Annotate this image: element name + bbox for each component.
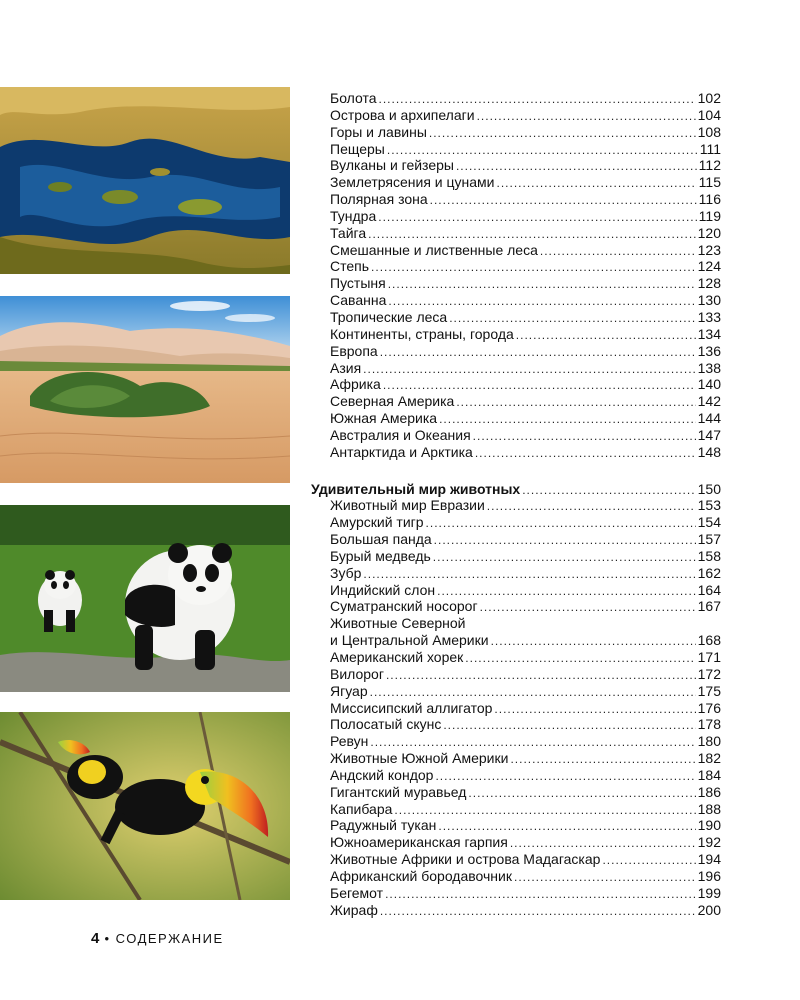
toc-entry[interactable] bbox=[311, 683, 721, 700]
toc-leader-dots bbox=[371, 259, 696, 276]
toc-entry-title: Вулканы и гейзеры bbox=[330, 157, 454, 174]
toc-leader-dots bbox=[383, 377, 696, 394]
toc-entry-title: Саванна bbox=[330, 292, 387, 309]
table-of-contents bbox=[311, 90, 721, 919]
toc-entry[interactable] bbox=[311, 666, 721, 683]
toc-leader-dots bbox=[496, 175, 696, 192]
toc-leader-dots bbox=[433, 549, 696, 566]
toc-leader-dots bbox=[468, 785, 695, 802]
toc-leader-dots bbox=[430, 192, 697, 209]
toc-leader-dots bbox=[426, 515, 696, 532]
toc-entry[interactable] bbox=[311, 750, 721, 767]
toc-entry[interactable] bbox=[311, 700, 721, 717]
toc-entry[interactable] bbox=[311, 90, 721, 107]
toc-entry[interactable] bbox=[311, 649, 721, 666]
toc-entry-title: Степь bbox=[330, 258, 370, 275]
toc-entry[interactable] bbox=[311, 784, 721, 801]
toc-entry[interactable] bbox=[311, 902, 721, 919]
toc-page-number: 186 bbox=[697, 783, 721, 800]
toc-entry[interactable] bbox=[311, 343, 721, 360]
toc-leader-dots bbox=[510, 835, 696, 852]
toc-entry[interactable] bbox=[311, 548, 721, 565]
toc-entry-title: Андский кондор bbox=[330, 766, 434, 783]
photo-toucans bbox=[0, 712, 290, 900]
toc-entry[interactable] bbox=[311, 427, 721, 444]
toc-entry[interactable] bbox=[311, 444, 721, 461]
toc-leader-dots bbox=[394, 802, 695, 819]
toc-entry-title: Австралия и Океания bbox=[330, 426, 471, 443]
toc-page-number: 168 bbox=[697, 632, 721, 649]
toc-entry[interactable] bbox=[311, 225, 721, 242]
toc-entry-title: Пустыня bbox=[330, 275, 386, 292]
toc-entry[interactable] bbox=[311, 157, 721, 174]
toc-entry-title: Бегемот bbox=[330, 884, 384, 901]
toc-entry[interactable] bbox=[311, 309, 721, 326]
toc-entry[interactable] bbox=[311, 242, 721, 259]
toc-leader-dots bbox=[437, 583, 696, 600]
toc-leader-dots bbox=[480, 599, 696, 616]
footer-section-label: СОДЕРЖАНИЕ bbox=[115, 931, 224, 946]
toc-page-number: 140 bbox=[697, 376, 721, 393]
toc-entry[interactable] bbox=[311, 497, 721, 514]
toc-leader-dots bbox=[602, 852, 695, 869]
toc-entry[interactable] bbox=[311, 208, 721, 225]
toc-page-number: 153 bbox=[697, 497, 721, 514]
toc-leader-dots bbox=[386, 667, 696, 684]
toc-page-number: 199 bbox=[697, 884, 721, 901]
toc-entry[interactable] bbox=[311, 834, 721, 851]
toc-entry[interactable] bbox=[311, 885, 721, 902]
toc-entry-title: Пещеры bbox=[330, 140, 385, 157]
toc-entry-title-line2: и Центральной Америки bbox=[330, 632, 489, 649]
toc-entry[interactable] bbox=[311, 258, 721, 275]
photo-desert bbox=[0, 296, 290, 483]
toc-entry[interactable] bbox=[311, 565, 721, 582]
toc-entry-title: Капибара bbox=[330, 800, 393, 817]
toc-page-number: 128 bbox=[697, 275, 721, 292]
toc-page-number: 102 bbox=[697, 90, 721, 106]
toc-leader-dots bbox=[388, 276, 696, 293]
toc-page-number: 148 bbox=[697, 443, 721, 460]
toc-entry-title: Землетрясения и цунами bbox=[330, 174, 495, 191]
toc-page-number: 104 bbox=[697, 106, 721, 123]
toc-leader-dots bbox=[380, 903, 696, 920]
toc-leader-dots bbox=[456, 158, 697, 175]
toc-entry[interactable] bbox=[311, 141, 721, 158]
toc-entry-title: Тундра bbox=[330, 207, 377, 224]
toc-page-number: 142 bbox=[697, 393, 721, 410]
toc-entry-title: Вилорог bbox=[330, 665, 384, 682]
toc-page-number: 192 bbox=[697, 834, 721, 851]
toc-page-number: 119 bbox=[698, 207, 721, 224]
photo-swamp bbox=[0, 87, 290, 274]
toc-entry[interactable] bbox=[311, 615, 721, 649]
toc-leader-dots bbox=[473, 428, 696, 445]
toc-leader-dots bbox=[438, 818, 695, 835]
footer-page-number: 4 bbox=[91, 930, 100, 947]
toc-leader-dots bbox=[439, 411, 696, 428]
toc-leader-dots bbox=[477, 108, 696, 125]
toc-entry[interactable] bbox=[311, 376, 721, 393]
toc-animals-list-2 bbox=[311, 649, 721, 919]
toc-leader-dots bbox=[487, 498, 696, 515]
photo-pandas bbox=[0, 505, 290, 692]
toc-entry[interactable] bbox=[311, 326, 721, 343]
toc-entry[interactable] bbox=[311, 360, 721, 377]
toc-page-number: 158 bbox=[697, 547, 721, 564]
toc-entry-title: Южноамериканская гарпия bbox=[330, 834, 508, 851]
toc-leader-dots bbox=[368, 226, 696, 243]
toc-leader-dots bbox=[449, 310, 695, 327]
toc-entry[interactable] bbox=[311, 817, 721, 834]
toc-entry-title: Большая панда bbox=[330, 531, 432, 548]
toc-entry[interactable] bbox=[311, 801, 721, 818]
toc-page-number: 111 bbox=[699, 140, 721, 157]
toc-entry-title: Амурский тигр bbox=[330, 514, 424, 531]
toc-entry[interactable] bbox=[311, 393, 721, 410]
toc-page-number: 138 bbox=[697, 359, 721, 376]
toc-entry[interactable] bbox=[311, 767, 721, 784]
toc-entry[interactable] bbox=[311, 514, 721, 531]
toc-entry-title: Тропические леса bbox=[330, 308, 448, 325]
toc-leader-dots bbox=[540, 243, 696, 260]
toc-entry-title: Бурый медведь bbox=[330, 547, 431, 564]
toc-leader-dots bbox=[465, 650, 695, 667]
toc-entry-title: Острова и архипелаги bbox=[330, 106, 475, 123]
toc-leader-dots bbox=[378, 209, 696, 226]
toc-entry[interactable] bbox=[311, 851, 721, 868]
toc-leader-dots bbox=[443, 717, 695, 734]
toc-leader-dots bbox=[388, 293, 695, 310]
toc-page-number: 112 bbox=[698, 157, 721, 174]
toc-entry[interactable] bbox=[311, 275, 721, 292]
page-footer bbox=[91, 930, 224, 947]
toc-page-number: 134 bbox=[697, 325, 721, 342]
toc-leader-dots bbox=[434, 532, 696, 549]
toc-entry-title: Американский хорек bbox=[330, 649, 464, 665]
toc-leader-dots bbox=[516, 327, 696, 344]
toc-leader-dots bbox=[475, 445, 696, 462]
toc-page-number: 116 bbox=[698, 191, 721, 208]
toc-page-number: 154 bbox=[697, 514, 721, 531]
toc-entry[interactable] bbox=[311, 124, 721, 141]
toc-page-number: 184 bbox=[697, 766, 721, 783]
toc-entry-title: Суматранский носорог bbox=[330, 598, 478, 615]
toc-entry-title: Болота bbox=[330, 90, 377, 106]
toc-leader-dots bbox=[370, 734, 695, 751]
toc-entry[interactable] bbox=[311, 292, 721, 309]
toc-entry[interactable] bbox=[311, 531, 721, 548]
toc-leader-dots bbox=[494, 701, 695, 718]
toc-entry-title: Континенты, страны, города bbox=[330, 325, 514, 342]
toc-entry-title: Горы и лавины bbox=[330, 123, 427, 140]
toc-entry-title: Полосатый скунс bbox=[330, 716, 442, 733]
toc-entry-title: Индийский слон bbox=[330, 581, 436, 598]
toc-leader-dots bbox=[387, 142, 698, 159]
toc-entry-title: Полярная зона bbox=[330, 191, 428, 208]
toc-entry-title: Миссисипский аллигатор bbox=[330, 699, 493, 716]
toc-page-number: 120 bbox=[697, 224, 721, 241]
toc-leader-dots bbox=[491, 633, 696, 650]
toc-entry[interactable] bbox=[311, 410, 721, 427]
toc-entry-title: Европа bbox=[330, 342, 378, 359]
toc-page-number: 157 bbox=[697, 531, 721, 548]
toc-entry[interactable] bbox=[311, 107, 721, 124]
toc-section-title: Удивительный мир животных bbox=[311, 480, 521, 497]
toc-page-number: 200 bbox=[697, 901, 721, 918]
toc-section-animals[interactable] bbox=[311, 481, 721, 498]
toc-leader-dots bbox=[514, 869, 696, 886]
toc-geography-list bbox=[311, 90, 721, 461]
toc-leader-dots bbox=[510, 751, 695, 768]
toc-page-number: 188 bbox=[697, 800, 721, 817]
toc-entry[interactable] bbox=[311, 716, 721, 733]
toc-entry-title: Азия bbox=[330, 359, 362, 376]
toc-entry[interactable] bbox=[311, 868, 721, 885]
toc-entry-title: Радужный тукан bbox=[330, 817, 437, 834]
toc-page-number: 176 bbox=[697, 699, 721, 716]
toc-entry-title: Смешанные и лиственные леса bbox=[330, 241, 538, 258]
toc-leader-dots bbox=[456, 394, 695, 411]
toc-entry[interactable] bbox=[311, 174, 721, 191]
toc-page-number: 133 bbox=[697, 308, 721, 325]
toc-leader-dots bbox=[429, 125, 696, 142]
toc-entry-title: Тайга bbox=[330, 224, 367, 241]
toc-page-number: 194 bbox=[697, 851, 721, 868]
toc-page-number: 123 bbox=[697, 241, 721, 258]
toc-page-number: 136 bbox=[697, 342, 721, 359]
toc-entry-title: Гигантский муравьед bbox=[330, 783, 467, 800]
toc-page-number: 180 bbox=[697, 733, 721, 750]
toc-entry-title: Южная Америка bbox=[330, 410, 438, 427]
toc-page-number: 147 bbox=[697, 426, 721, 443]
toc-entry[interactable] bbox=[311, 733, 721, 750]
toc-animals-list-1 bbox=[311, 497, 721, 615]
toc-page-number: 172 bbox=[697, 665, 721, 682]
toc-entry[interactable] bbox=[311, 598, 721, 615]
toc-entry-title-line1: Животные Северной bbox=[330, 615, 466, 632]
toc-leader-dots bbox=[380, 344, 696, 361]
toc-leader-dots bbox=[370, 684, 696, 701]
toc-page-number: 182 bbox=[697, 750, 721, 767]
toc-entry[interactable] bbox=[311, 191, 721, 208]
toc-entry-title: Ягуар bbox=[330, 682, 368, 699]
toc-page-number: 175 bbox=[697, 682, 721, 699]
toc-page-number: 190 bbox=[697, 817, 721, 834]
toc-page-number: 108 bbox=[697, 123, 721, 140]
toc-entry-title: Ревун bbox=[330, 733, 369, 750]
toc-page-number: 167 bbox=[697, 598, 721, 615]
toc-page-number: 162 bbox=[697, 564, 721, 581]
footer-bullet: • bbox=[104, 931, 111, 946]
toc-leader-dots bbox=[522, 482, 695, 499]
toc-leader-dots bbox=[363, 361, 695, 378]
toc-entry-title: Жираф bbox=[330, 901, 378, 918]
toc-entry-title: Северная Америка bbox=[330, 393, 455, 410]
toc-page-number: 171 bbox=[697, 649, 721, 665]
toc-entry-title: Животные Африки и острова Мадагаскар bbox=[330, 851, 601, 868]
toc-page-number: 144 bbox=[697, 410, 721, 427]
toc-page-number: 150 bbox=[697, 480, 721, 497]
toc-entry[interactable] bbox=[311, 582, 721, 599]
toc-leader-dots bbox=[385, 886, 696, 903]
toc-page-number: 115 bbox=[698, 174, 721, 191]
toc-leader-dots bbox=[435, 768, 695, 785]
toc-entry-title: Африка bbox=[330, 376, 381, 393]
toc-leader-dots bbox=[363, 566, 695, 583]
toc-leader-dots bbox=[379, 91, 696, 108]
toc-page-number: 130 bbox=[697, 292, 721, 309]
toc-entry-title: Африканский бородавочник bbox=[330, 867, 512, 884]
toc-entry-title: Животные Южной Америки bbox=[330, 750, 509, 767]
toc-page-number: 124 bbox=[697, 258, 721, 275]
toc-page-number: 196 bbox=[697, 867, 721, 884]
toc-entry-title: Животный мир Евразии bbox=[330, 497, 485, 514]
toc-entry-title: Зубр bbox=[330, 564, 362, 581]
toc-page-number: 164 bbox=[697, 581, 721, 598]
toc-entry-title: Антарктида и Арктика bbox=[330, 443, 473, 460]
toc-page-number: 178 bbox=[697, 716, 721, 733]
